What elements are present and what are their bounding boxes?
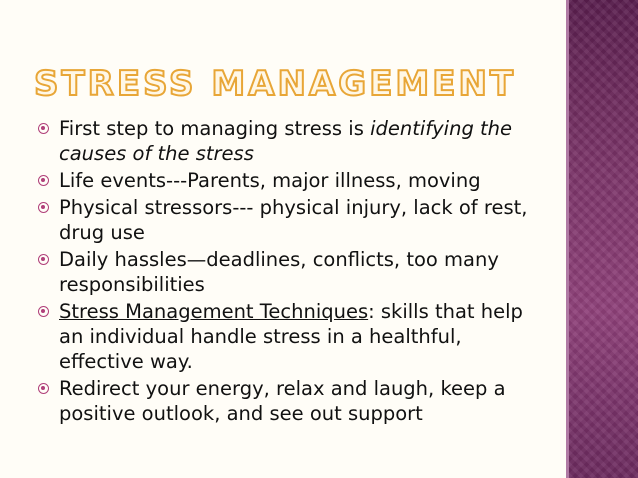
bullet-text: First step to managing stress is [59, 117, 371, 140]
bullet-item [38, 116, 550, 166]
bullet-text: Life events---Parents, major illness, moving [59, 169, 481, 192]
bullet-icon [38, 383, 49, 394]
bullet-underlined-term: Stress Management Techniques [59, 300, 369, 323]
slide-title: STRESS MANAGEMENT [34, 64, 517, 104]
bullet-italic-text: identifying the causes of the stress [59, 117, 513, 165]
bullet-text: Daily hassles—deadlines, conflicts, too many responsibilities [59, 248, 499, 296]
bullet-item [38, 247, 550, 297]
bullet-icon [38, 254, 49, 265]
bullet-item [38, 168, 550, 193]
decorative-side-panel [566, 0, 638, 478]
bullet-text: Physical stressors--- physical injury, lack of rest, drug use [59, 196, 528, 244]
bullet-icon [38, 175, 49, 186]
bullet-icon [38, 123, 49, 134]
bullet-text: : skills that help an individual handle stress in a healthful, effective way. [59, 300, 523, 373]
bullet-item [38, 299, 550, 374]
bullet-list [38, 116, 550, 428]
bullet-item [38, 376, 550, 426]
bullet-icon [38, 202, 49, 213]
bullet-item [38, 195, 550, 245]
bullet-text: Redirect your energy, relax and laugh, keep a positive outlook, and see out support [59, 377, 506, 425]
bullet-icon [38, 306, 49, 317]
